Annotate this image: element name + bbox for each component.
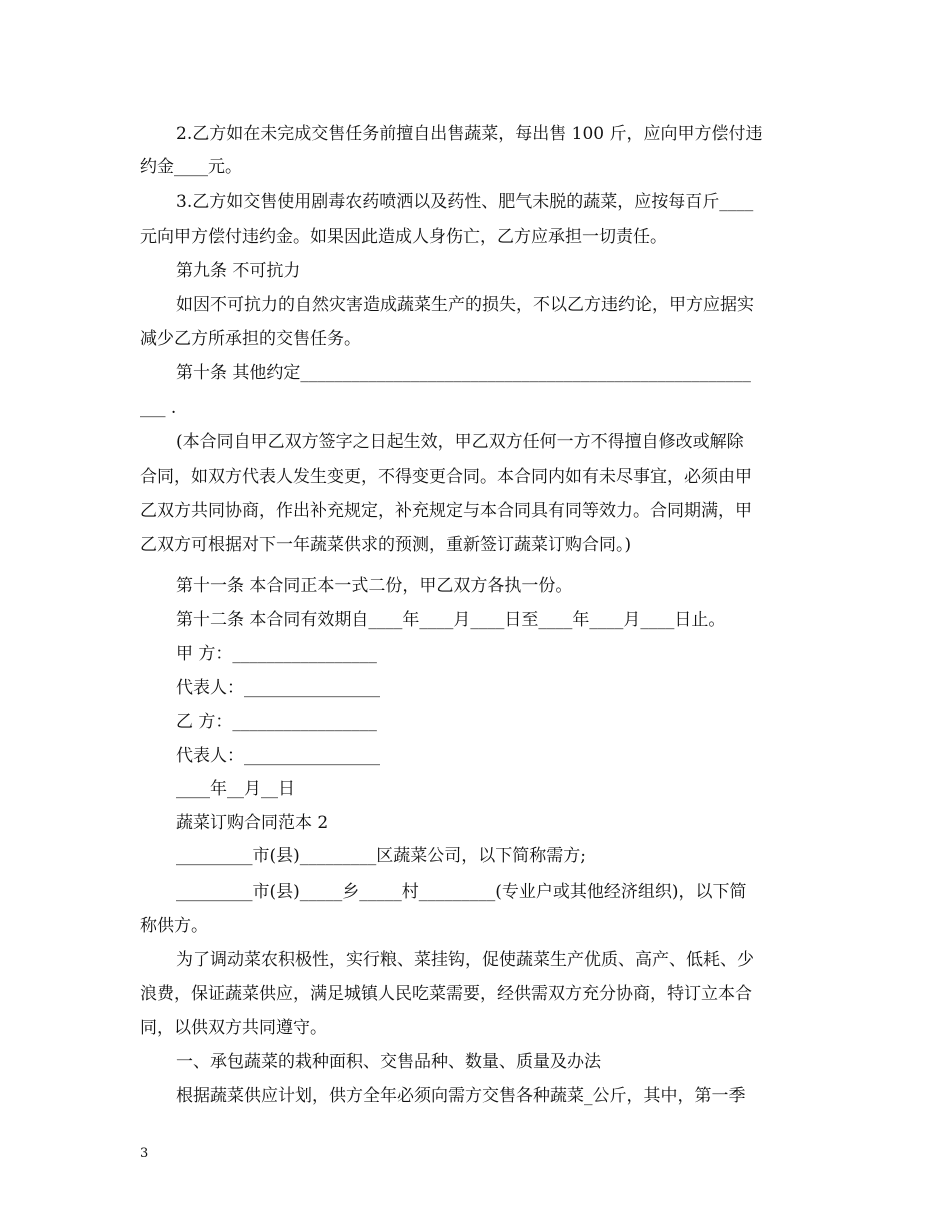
text: 如因不可抗力的自然灾害造成蔬菜生产的损失，不以乙方违约论，甲方应据实 [176, 295, 754, 315]
text: 浪费，保证蔬菜供应，满足城镇人民吃菜需要，经供需双方充分协商，特订立本合 [140, 984, 752, 1004]
signature-line [0, 671, 950, 705]
text-line [0, 1011, 950, 1045]
text: 3.乙方如交售使用剧毒农药喷洒以及药性、肥气未脱的蔬菜，应按每百斤____ [176, 192, 754, 212]
text-line [0, 875, 950, 909]
text: 一、承包蔬菜的栽种面积、交售品种、数量、质量及办法 [176, 1052, 601, 1072]
page-number: 3 [140, 1146, 149, 1161]
text: 乙 方：_________________ [176, 712, 377, 732]
text: (本合同自甲乙双方签字之日起生效，甲乙双方任何一方不得擅自修改或解除 [176, 432, 744, 452]
text-line [0, 150, 950, 184]
text-line [0, 909, 950, 943]
section-heading [0, 806, 950, 840]
text-line [0, 425, 950, 459]
section-heading [0, 254, 950, 288]
text: _________市(县)_____乡_____村_________(专业户或其他经济组织)，以下简 [176, 882, 747, 902]
section-heading [0, 356, 950, 390]
text-line [0, 839, 950, 873]
section-heading [0, 1045, 950, 1079]
text-line [0, 460, 950, 494]
text: ___ . [140, 398, 177, 418]
text: 根据蔬菜供应计划，供方全年必须向需方交售各种蔬菜_公斤，其中，第一季 [176, 1086, 746, 1106]
date-line [0, 772, 950, 806]
text-line [0, 494, 950, 528]
text: 约金____元。 [140, 157, 242, 177]
text: 乙双方可根据对下一年蔬菜供求的预测，重新签订蔬菜订购合同。) [140, 535, 632, 555]
text: ____年__月__日 [176, 779, 295, 799]
text: 代表人：________________ [176, 678, 380, 698]
text-line [0, 569, 950, 603]
text: 乙双方共同协商，作出补充规定，补充规定与本合同具有同等效力。合同期满，甲 [140, 501, 752, 521]
text: _________市(县)_________区蔬菜公司，以下简称需方; [176, 846, 586, 866]
text: 第十一条 本合同正本一式二份，甲乙双方各执一份。 [176, 576, 573, 596]
text: 第十二条 本合同有效期自____年____月____日至____年____月____日止。 [176, 610, 726, 630]
text-line [0, 391, 950, 425]
text: 合同，如双方代表人发生变更，不得变更合同。本合同内如有未尽事宜，必须由甲 [140, 467, 752, 487]
text: 元向甲方偿付违约金。如果因此造成人身伤亡，乙方应承担一切责任。 [140, 227, 667, 247]
text-line [0, 977, 950, 1011]
text: 第十条 其他约定_____________________________________________________ [176, 363, 751, 383]
text-line [0, 185, 950, 219]
signature-line [0, 637, 950, 671]
text: 代表人：________________ [176, 746, 380, 766]
text-line [0, 117, 950, 151]
text-line [0, 943, 950, 977]
text: 同，以供双方共同遵守。 [140, 1018, 327, 1038]
signature-line [0, 705, 950, 739]
text-line [0, 603, 950, 637]
text: 为了调动菜农积极性，实行粮、菜挂钩，促使蔬菜生产优质、高产、低耗、少 [176, 950, 754, 970]
text-line [0, 528, 950, 562]
text: 甲 方：_________________ [176, 644, 377, 664]
text-line [0, 288, 950, 322]
text: 称供方。 [140, 916, 208, 936]
text: 减少乙方所承担的交售任务。 [140, 329, 361, 349]
text: 2.乙方如在未完成交售任务前擅自出售蔬菜，每出售 100 斤，应向甲方偿付违 [176, 124, 763, 144]
text-line [0, 1079, 950, 1113]
signature-line [0, 739, 950, 773]
text-line [0, 220, 950, 254]
text-line [0, 322, 950, 356]
text: 第九条 不可抗力 [176, 261, 301, 281]
text: 蔬菜订购合同范本 2 [176, 813, 329, 833]
